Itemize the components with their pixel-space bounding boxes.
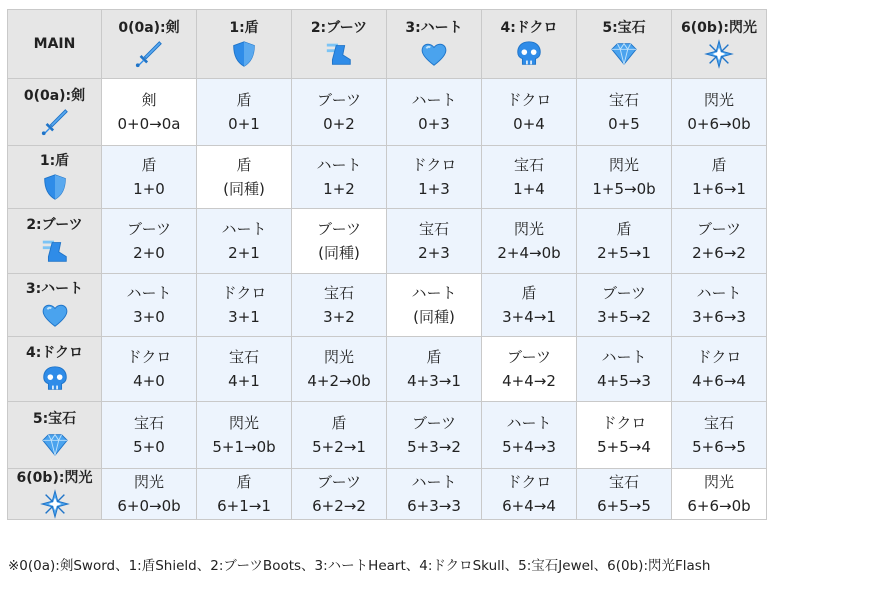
cell-expression: 5+6→5 (692, 438, 746, 456)
cell-result-name: 宝石 (323, 284, 354, 302)
sword-icon (134, 39, 164, 69)
table-cell (577, 79, 672, 146)
cell-expression: 6+0→0b (117, 497, 181, 515)
cell-expression: 4+4→2 (502, 372, 556, 390)
row-header-2 (8, 209, 102, 274)
table-cell (482, 146, 577, 209)
cell-result-name: ドクロ (411, 156, 457, 174)
cell-expression: 0+2 (323, 115, 355, 133)
table-cell (102, 146, 197, 209)
footnote: ※0(0a):剣Sword、1:盾Shield、2:ブーツBoots、3:ハートHeart、4:ドクロSkull、5:宝石Jewel、6(0b):閃光Flash (8, 558, 711, 574)
cell-result-name: 盾 (426, 348, 442, 366)
cell-result-name: ブーツ (412, 414, 456, 432)
cell-expression: (同種) (318, 244, 360, 262)
cell-result-name: 閃光 (323, 348, 354, 366)
column-header-6 (672, 10, 767, 79)
column-header-5 (577, 10, 672, 79)
column-header-4 (482, 10, 577, 79)
table-cell (197, 146, 292, 209)
table-row (8, 469, 767, 520)
cell-result-name: 盾 (141, 156, 157, 174)
table-cell (387, 274, 482, 337)
column-header-1 (197, 10, 292, 79)
cell-expression: 5+1→0b (212, 438, 276, 456)
cell-expression: 6+3→3 (407, 497, 461, 515)
cell-result-name: 閃光 (608, 156, 639, 174)
table-cell (292, 79, 387, 146)
row-header-label: 4:ドクロ (25, 345, 84, 361)
table-cell (672, 337, 767, 402)
table-cell (102, 337, 197, 402)
cell-expression: 0+3 (418, 115, 450, 133)
cell-expression: 0+0→0a (117, 115, 181, 133)
cell-result-name: ハート (601, 348, 647, 366)
table-cell (577, 146, 672, 209)
table-cell (387, 209, 482, 274)
cell-result-name: 盾 (236, 156, 252, 174)
cell-expression: 4+5→3 (597, 372, 651, 390)
boots-icon (324, 39, 354, 69)
table-cell (482, 79, 577, 146)
cell-expression: 0+6→0b (687, 115, 751, 133)
row-header-0 (8, 79, 102, 146)
cell-expression: 2+5→1 (597, 244, 651, 262)
column-header-label: 1:盾 (229, 20, 259, 36)
table-cell (672, 274, 767, 337)
cell-result-name: ハート (221, 220, 267, 238)
column-header-2 (292, 10, 387, 79)
table-row (8, 337, 767, 402)
cell-expression: 6+1→1 (217, 497, 271, 515)
cell-expression: 1+6→1 (692, 180, 746, 198)
table-cell (292, 209, 387, 274)
table-cell (102, 274, 197, 337)
cell-expression: 3+6→3 (692, 308, 746, 326)
cell-expression: 3+5→2 (597, 308, 651, 326)
corner-label: MAIN (8, 10, 102, 79)
sword-icon (40, 107, 70, 137)
cell-expression: 1+4 (513, 180, 545, 198)
cell-result-name: 盾 (521, 284, 537, 302)
row-header-3 (8, 274, 102, 337)
cell-result-name: 閃光 (703, 91, 734, 109)
cell-expression: 5+0 (133, 438, 165, 456)
flash-icon (40, 489, 70, 519)
shield-icon (40, 172, 70, 202)
cell-result-name: 盾 (331, 414, 347, 432)
table-row (8, 146, 767, 209)
cell-expression: 2+6→2 (692, 244, 746, 262)
row-header-label: 3:ハート (25, 281, 84, 297)
table-cell (482, 469, 577, 520)
table-cell (197, 209, 292, 274)
cell-expression: 4+2→0b (307, 372, 371, 390)
cell-expression: 0+1 (228, 115, 260, 133)
cell-expression: 6+5→5 (597, 497, 651, 515)
cell-expression: 1+3 (418, 180, 450, 198)
cell-expression: 3+2 (323, 308, 355, 326)
heart-icon (40, 300, 70, 330)
table-cell (482, 274, 577, 337)
flash-icon (704, 39, 734, 69)
table-cell (577, 209, 672, 274)
cell-expression: 5+4→3 (502, 438, 556, 456)
table-cell (102, 79, 197, 146)
cell-expression: 4+1 (228, 372, 260, 390)
row-header-4 (8, 337, 102, 402)
table-cell (482, 402, 577, 469)
boots-icon (40, 236, 70, 266)
cell-expression: 3+0 (133, 308, 165, 326)
cell-expression: 3+1 (228, 308, 260, 326)
cell-result-name: ドクロ (601, 414, 647, 432)
cell-expression: 0+5 (608, 115, 640, 133)
column-header-label: 0(0a):剣 (118, 20, 180, 36)
cell-result-name: 剣 (141, 91, 157, 109)
table-cell (292, 469, 387, 520)
table-cell (482, 337, 577, 402)
table-cell (292, 402, 387, 469)
table-cell (102, 469, 197, 520)
cell-result-name: ドクロ (221, 284, 267, 302)
table-row (8, 274, 767, 337)
cell-result-name: 宝石 (133, 414, 164, 432)
cell-result-name: 宝石 (513, 156, 544, 174)
table-cell (387, 469, 482, 520)
table-cell (482, 209, 577, 274)
row-header-label: 0(0a):剣 (23, 88, 86, 104)
cell-expression: 4+0 (133, 372, 165, 390)
skull-icon (40, 364, 70, 394)
cell-expression: 1+2 (323, 180, 355, 198)
cell-result-name: 宝石 (608, 91, 639, 109)
cell-result-name: 盾 (616, 220, 632, 238)
table-row (8, 79, 767, 146)
table-cell (197, 79, 292, 146)
table-cell (387, 337, 482, 402)
table-cell (672, 79, 767, 146)
cell-result-name: ブーツ (507, 348, 551, 366)
cell-expression: 5+2→1 (312, 438, 366, 456)
cell-result-name: ドクロ (126, 348, 172, 366)
cell-result-name: 宝石 (228, 348, 259, 366)
table-cell (292, 146, 387, 209)
cell-result-name: 盾 (711, 156, 727, 174)
cell-result-name: ハート (411, 284, 457, 302)
column-header-0 (102, 10, 197, 79)
table-cell (577, 402, 672, 469)
column-header-label: 2:ブーツ (310, 20, 368, 36)
table-cell (672, 469, 767, 520)
cell-result-name: ドクロ (506, 91, 552, 109)
row-header-1 (8, 146, 102, 209)
header-row (8, 10, 767, 79)
cell-expression: 2+0 (133, 244, 165, 262)
jewel-icon (40, 430, 70, 460)
table-cell (292, 337, 387, 402)
cell-result-name: ブーツ (127, 220, 171, 238)
cell-result-name: ブーツ (317, 91, 361, 109)
column-header-label: 5:宝石 (602, 20, 646, 36)
table-cell (197, 274, 292, 337)
cell-expression: 2+4→0b (497, 244, 561, 262)
table-cell (197, 402, 292, 469)
table-cell (577, 274, 672, 337)
cell-expression: 4+3→1 (407, 372, 461, 390)
cell-expression: 5+5→4 (597, 438, 651, 456)
table-cell (102, 209, 197, 274)
cell-result-name: 盾 (236, 473, 252, 491)
row-header-label: 2:ブーツ (26, 217, 83, 233)
cell-result-name: ハート (126, 284, 172, 302)
table-cell (672, 209, 767, 274)
row-header-6 (8, 469, 102, 520)
row-header-label: 6(0b):閃光 (16, 470, 93, 486)
row-header-label: 1:盾 (39, 153, 70, 169)
cell-expression: 6+6→0b (687, 497, 751, 515)
cell-expression: 1+5→0b (592, 180, 656, 198)
cell-expression: 6+4→4 (502, 497, 556, 515)
shield-icon (229, 39, 259, 69)
column-header-label: 3:ハート (405, 20, 463, 36)
column-header-label: 6(0b):閃光 (681, 20, 757, 36)
cell-expression: 4+6→4 (692, 372, 746, 390)
cell-expression: 2+3 (418, 244, 450, 262)
cell-result-name: ドクロ (696, 348, 742, 366)
row-header-label: 5:宝石 (32, 411, 77, 427)
cell-expression: 6+2→2 (312, 497, 366, 515)
cell-expression: 5+3→2 (407, 438, 461, 456)
table-cell (197, 337, 292, 402)
cell-expression: 1+0 (133, 180, 165, 198)
cell-expression: (同種) (413, 308, 455, 326)
table-cell (387, 402, 482, 469)
column-header-label: 4:ドクロ (500, 20, 558, 36)
table-cell (387, 146, 482, 209)
table-row (8, 402, 767, 469)
cell-result-name: 宝石 (418, 220, 449, 238)
table-cell (102, 402, 197, 469)
table-row (8, 209, 767, 274)
cell-result-name: ブーツ (602, 284, 646, 302)
cell-result-name: 宝石 (703, 414, 734, 432)
cell-result-name: 閃光 (228, 414, 259, 432)
cell-expression: 0+4 (513, 115, 545, 133)
column-header-3 (387, 10, 482, 79)
cell-result-name: ハート (316, 156, 362, 174)
cell-result-name: ハート (696, 284, 742, 302)
table-cell (577, 337, 672, 402)
table-cell (577, 469, 672, 520)
table-cell (672, 146, 767, 209)
cell-result-name: 盾 (236, 91, 252, 109)
cell-expression: 2+1 (228, 244, 260, 262)
cell-result-name: ハート (506, 414, 552, 432)
cell-result-name: ハート (411, 91, 457, 109)
cell-result-name: 閃光 (513, 220, 544, 238)
cell-result-name: ハート (411, 473, 457, 491)
cell-result-name: ブーツ (317, 473, 361, 491)
cell-result-name: ブーツ (697, 220, 741, 238)
table-cell (387, 79, 482, 146)
skull-icon (514, 39, 544, 69)
combination-table (7, 9, 767, 520)
row-header-5 (8, 402, 102, 469)
cell-result-name: 宝石 (608, 473, 639, 491)
cell-result-name: 閃光 (133, 473, 164, 491)
cell-result-name: ブーツ (317, 220, 361, 238)
table-cell (292, 274, 387, 337)
heart-icon (419, 39, 449, 69)
cell-expression: (同種) (223, 180, 265, 198)
table-cell (197, 469, 292, 520)
cell-result-name: ドクロ (506, 473, 552, 491)
jewel-icon (609, 39, 639, 69)
cell-expression: 3+4→1 (502, 308, 556, 326)
cell-result-name: 閃光 (703, 473, 734, 491)
table-cell (672, 402, 767, 469)
